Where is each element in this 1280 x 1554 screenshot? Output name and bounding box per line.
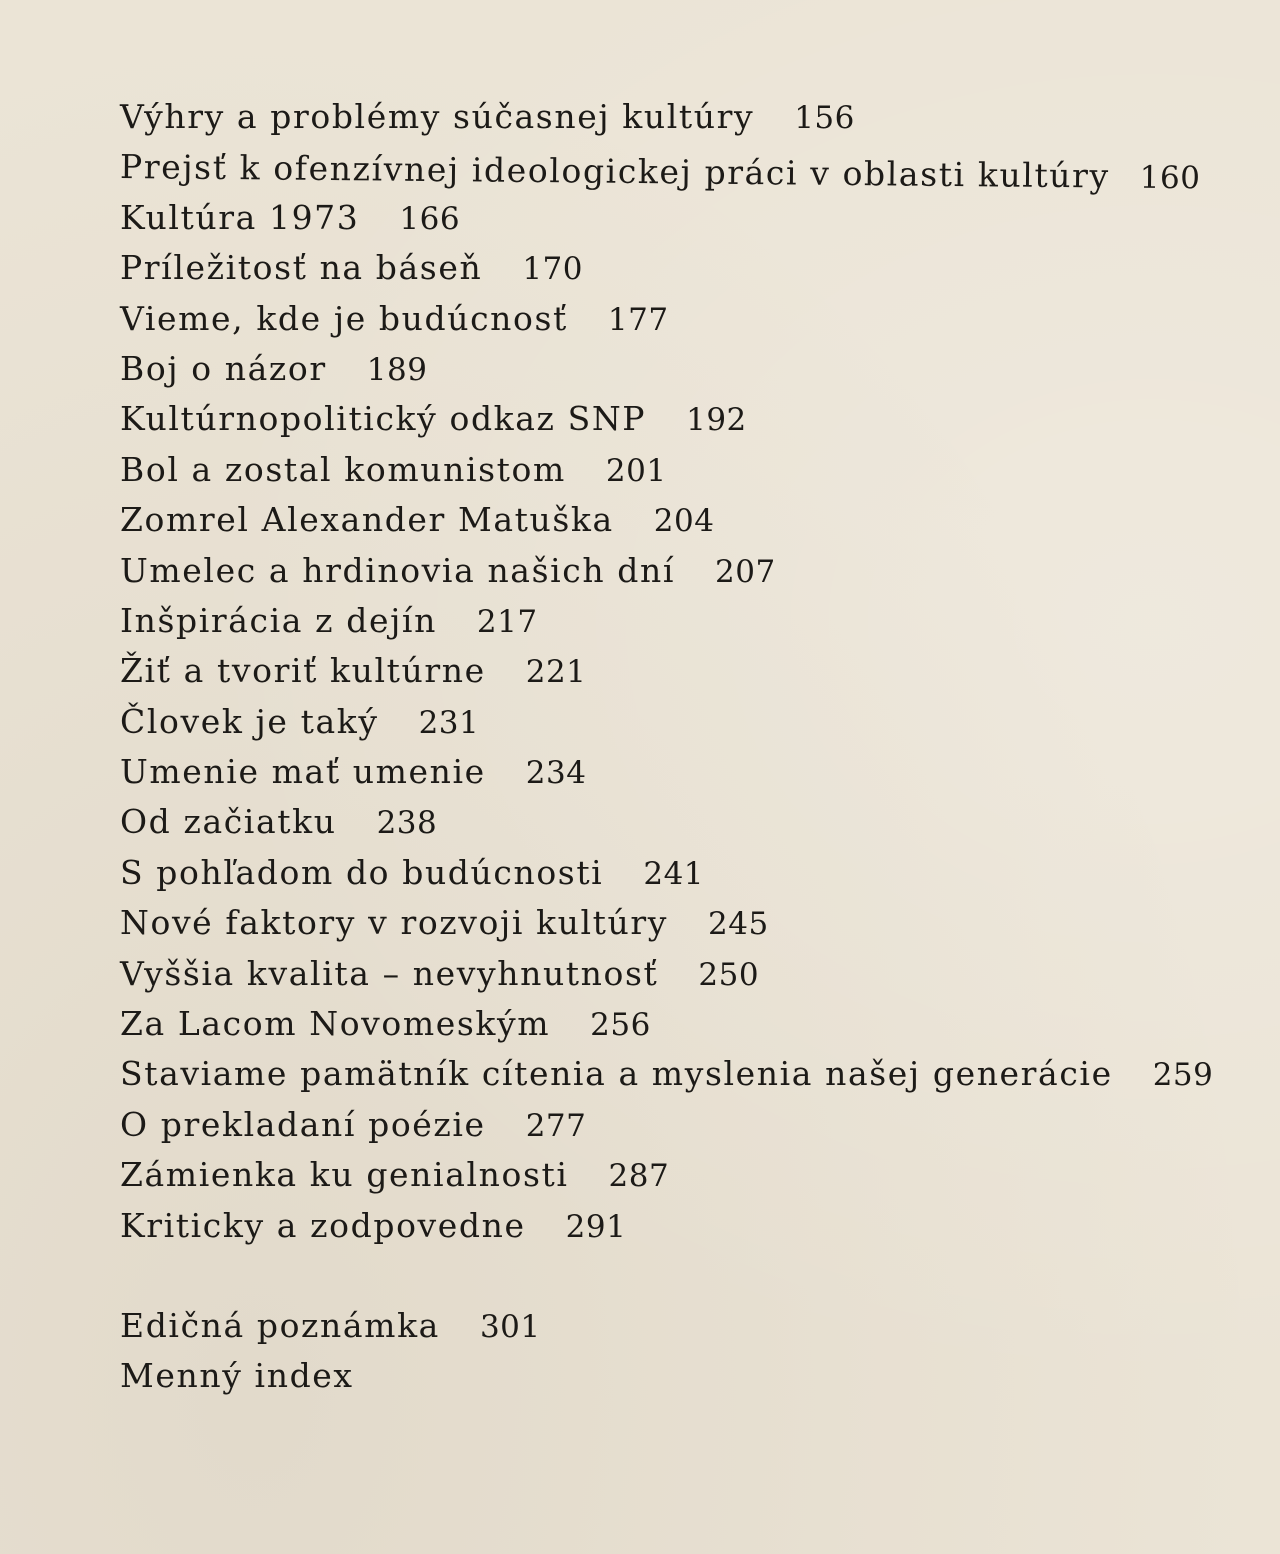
- toc-entry: [120, 243, 1270, 293]
- table-of-contents: [120, 92, 1270, 1402]
- toc-entry-page: 277: [525, 1107, 587, 1144]
- toc-entry-title: O prekladaní poézie: [120, 1104, 486, 1144]
- toc-entry: [120, 1049, 1270, 1099]
- toc-appendix-entry: [120, 1301, 1270, 1351]
- toc-entry-title: Menný index: [120, 1356, 354, 1396]
- toc-entry-page: 245: [708, 906, 769, 943]
- toc-entry-page: 207: [715, 553, 776, 590]
- toc-entry: [120, 495, 1270, 545]
- toc-entry-page: 189: [366, 351, 428, 388]
- toc-entry-title: Zomrel Alexander Matuška: [120, 500, 614, 540]
- toc-entry-page: 170: [522, 251, 583, 288]
- toc-entry-page: 201: [605, 452, 667, 489]
- toc-entry: [120, 848, 1270, 898]
- toc-entry-title: Kultúrnopolitický odkaz SNP: [120, 399, 647, 439]
- toc-entry-title: S pohľadom do budúcnosti: [120, 852, 604, 892]
- toc-entry-page: 256: [590, 1007, 651, 1044]
- toc-entry-page: 234: [525, 755, 587, 792]
- toc-entry-page: 287: [608, 1158, 670, 1195]
- toc-entry: [120, 596, 1270, 646]
- toc-entry-title: Inšpirácia z dejín: [120, 600, 437, 640]
- toc-entry-page: 192: [686, 402, 747, 439]
- toc-entry-title: Vyššia kvalita – nevyhnutnosť: [120, 953, 659, 993]
- toc-entry: [120, 1100, 1270, 1150]
- section-gap: [120, 1251, 1270, 1301]
- toc-entry: [120, 92, 1270, 142]
- toc-entry-title: Staviame pamätník cítenia a myslenia našej generácie: [120, 1054, 1113, 1094]
- toc-entry-page: 166: [399, 200, 461, 237]
- toc-entry: [120, 697, 1270, 747]
- toc-entry-title: Kriticky a zodpovedne: [120, 1205, 526, 1245]
- toc-entry-page: 160: [1139, 160, 1201, 197]
- toc-appendix-entry: [120, 1351, 1270, 1401]
- toc-entry: [120, 646, 1270, 696]
- toc-entry-page: 221: [525, 654, 587, 691]
- toc-entry-title: Výhry a problémy súčasnej kultúry: [120, 97, 755, 136]
- toc-entry-page: 217: [476, 603, 538, 640]
- toc-entry-title: Od začiatku: [120, 802, 337, 842]
- toc-entry-title: Umelec a hrdinovia našich dní: [120, 550, 676, 590]
- toc-entry: [120, 797, 1270, 847]
- toc-entry-title: Umenie mať umenie: [120, 752, 486, 792]
- toc-entry-title: Za Lacom Novomeským: [120, 1004, 551, 1044]
- toc-entry: [120, 294, 1270, 344]
- toc-entry: [120, 949, 1270, 999]
- toc-entry-title: Žiť a tvoriť kultúrne: [120, 651, 486, 691]
- toc-entry-page: 259: [1152, 1057, 1214, 1094]
- toc-entry-page: 204: [653, 503, 715, 540]
- toc-entry-page: 301: [479, 1308, 541, 1345]
- toc-entry: [120, 1201, 1270, 1251]
- toc-entry-title: Bol a zostal komunistom: [120, 449, 566, 489]
- toc-entry-title: Príležitosť na báseň: [120, 248, 483, 288]
- toc-entry: [120, 445, 1270, 495]
- toc-entry: [120, 394, 1270, 444]
- toc-entry-title: Zámienka ku genialnosti: [120, 1155, 569, 1195]
- toc-entry: [120, 546, 1270, 596]
- toc-entry-page: 177: [607, 301, 669, 338]
- toc-entry-title: Boj o názor: [120, 348, 327, 388]
- toc-entry: [120, 747, 1270, 797]
- toc-entry-title: Prejsť k ofenzívnej ideologickej práci v oblasti kultúry: [119, 147, 1110, 196]
- toc-entry: [120, 344, 1270, 394]
- toc-entry-page: 156: [794, 100, 855, 136]
- toc-entry-title: Nové faktory v rozvoji kultúry: [120, 903, 669, 943]
- toc-entry-title: Kultúra 1973: [120, 197, 360, 237]
- toc-entry-title: Človek je taký: [120, 701, 379, 741]
- toc-entry-page: 241: [643, 855, 705, 892]
- toc-entry-page: 291: [565, 1208, 627, 1245]
- toc-entry-page: 238: [376, 805, 438, 842]
- toc-entry: [120, 999, 1270, 1049]
- toc-entry-page: 250: [698, 956, 760, 993]
- toc-entry: [120, 1150, 1270, 1200]
- toc-entry-title: Edičná poznámka: [120, 1305, 440, 1345]
- toc-entry-page: 231: [418, 704, 480, 741]
- toc-entry: [120, 898, 1270, 948]
- toc-entry-title: Vieme, kde je budúcnosť: [120, 298, 568, 338]
